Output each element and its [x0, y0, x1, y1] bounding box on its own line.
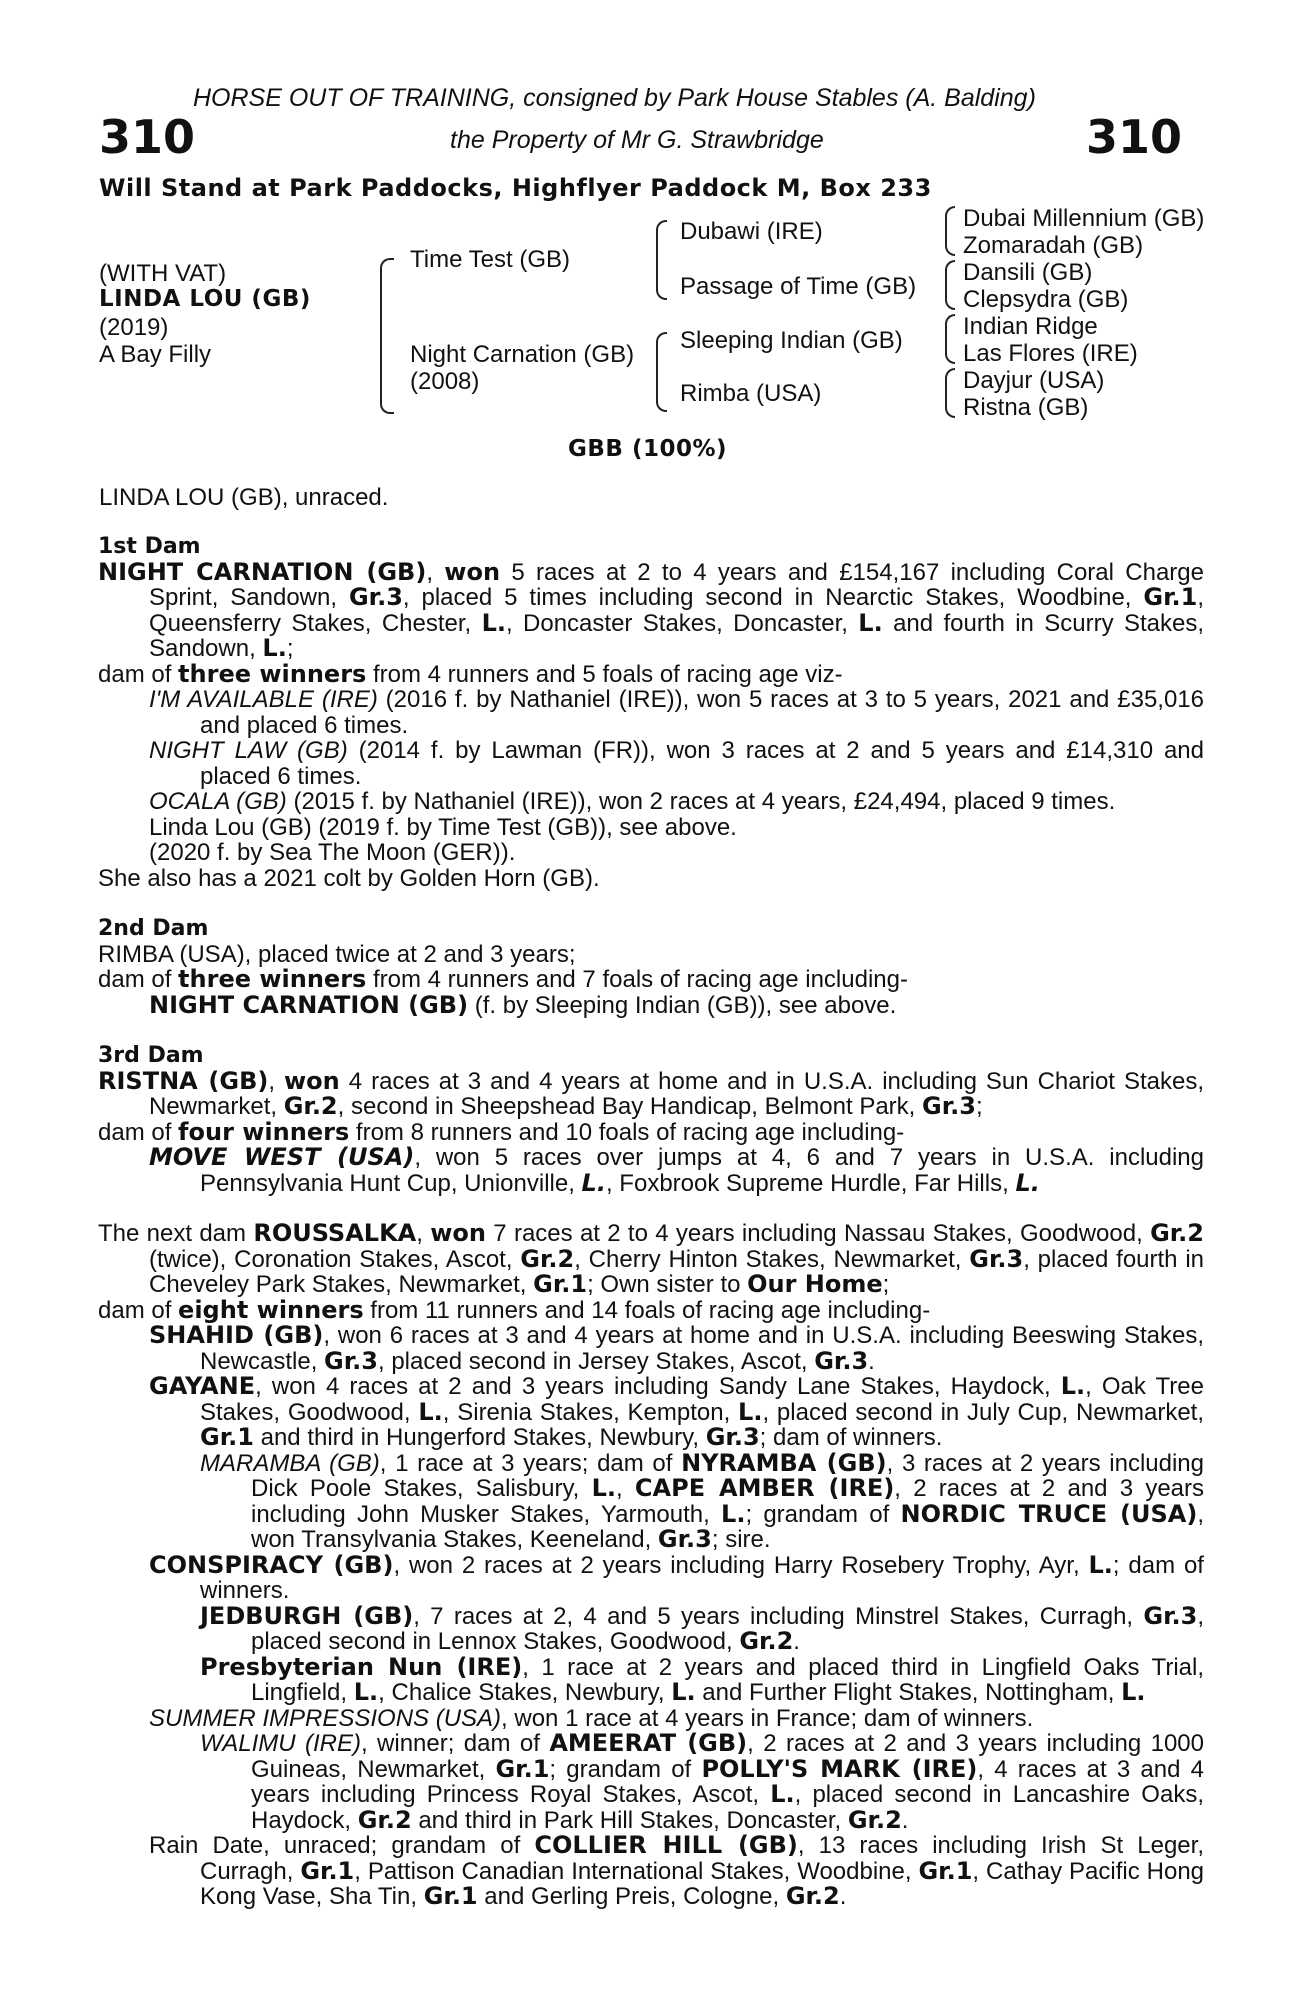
- third-dam-record: RISTNA (GB), won 4 races at 3 and 4 years at home and in U.S.A. including Sun Chariot Stakes, Newmarket, Gr.2, second in Sheepshead Bay Handicap, Belmont Park, Gr.3;: [98, 1066, 1204, 1120]
- second-dam-record: RIMBA (USA), placed twice at 2 and 3 years;: [98, 940, 576, 968]
- next-dam-produce-summary: dam of eight winners from 11 runners and 14 foals of racing age including-: [98, 1295, 931, 1324]
- granddam-4: Clepsydra (GB): [963, 286, 1129, 313]
- granddam-8: Ristna (GB): [963, 394, 1089, 421]
- produce-item: (2020 f. by Sea The Moon (GER)).: [149, 839, 516, 866]
- first-dam-heading: 1st Dam: [98, 534, 201, 559]
- grandsire-3: Dansili (GB): [963, 259, 1093, 286]
- consignor-line: HORSE OUT OF TRAINING, consigned by Park House Stables (A. Balding): [193, 84, 1036, 112]
- produce-item: OCALA (GB) (2015 f. by Nathaniel (IRE)), won 2 races at 4 years, £24,494, placed 9 times.: [149, 788, 1116, 815]
- grandsire-7: Dayjur (USA): [963, 367, 1105, 394]
- third-dam-produce-summary: dam of four winners from 8 runners and 10 foals of racing age including-: [98, 1117, 905, 1146]
- produce-item: NIGHT LAW (GB) (2014 f. by Lawman (FR)), won 3 races at 2 and 5 years and £14,310 and placed 6 times.: [149, 737, 1205, 790]
- brace-dam: [656, 332, 667, 412]
- dam-sire: Sleeping Indian (GB): [680, 327, 903, 354]
- catalogue-body: [98, 534, 1204, 1910]
- lot-number-left: 310: [99, 110, 196, 164]
- produce-item: CONSPIRACY (GB), won 2 races at 2 years including Harry Rosebery Trophy, Ayr, L.; dam of winners.: [149, 1550, 1204, 1604]
- brace-g1: [945, 206, 955, 256]
- produce-item: WALIMU (IRE), winner; dam of AMEERAT (GB), 2 races at 2 and 3 years including 1000 Guineas, Newmarket, Gr.1; grandam of POLLY'S MARK (IRE), 4 races at 3 and 4 years including Princess Royal Stakes, Ascot, L., placed second in Lancashire Oaks, Haydock, Gr.2 and third in Park Hill Stakes, Doncaster, Gr.2.: [200, 1729, 1205, 1834]
- horse-description: A Bay Filly: [99, 341, 212, 368]
- stand-location: Will Stand at Park Paddocks, Highflyer Paddock M, Box 233: [99, 174, 932, 202]
- unraced-note: LINDA LOU (GB), unraced.: [99, 484, 389, 511]
- produce-item: Rain Date, unraced; grandam of COLLIER HILL (GB), 13 races including Irish St Leger, Curragh, Gr.1, Pattison Canadian International Stakes, Woodbine, Gr.1, Cathay Pacific Hong Kong Vase, Sha Tin, Gr.1 and Gerling Preis, Cologne, Gr.2.: [149, 1831, 1205, 1910]
- produce-item: Presbyterian Nun (IRE), 1 race at 2 years and placed third in Lingfield Oaks Trial, Lingfield, L., Chalice Stakes, Newbury, L. and Further Flight Stakes, Nottingham, L.: [200, 1652, 1204, 1706]
- dam-year: (2008): [410, 368, 480, 395]
- second-dam-produce-summary: dam of three winners from 4 runners and 7 foals of racing age including-: [98, 965, 908, 993]
- brace-main: [380, 258, 394, 414]
- produce-item: MARAMBA (GB), 1 race at 3 years; dam of NYRAMBA (GB), 3 races at 2 years including Dick Poole Stakes, Salisbury, L., CAPE AMBER (IRE), 2 races at 2 and 3 years including John Musker Stakes, Yarmouth, L.; grandam of NORDIC TRUCE (USA), won Transylvania Stakes, Keeneland, Gr.3; sire.: [200, 1448, 1205, 1553]
- granddam-6: Las Flores (IRE): [963, 340, 1138, 367]
- first-dam-also: She also has a 2021 colt by Golden Horn (GB).: [98, 864, 600, 892]
- produce-item: NIGHT CARNATION (GB) (f. by Sleeping Indian (GB)), see above.: [149, 990, 897, 1019]
- second-dam-heading: 2nd Dam: [98, 916, 209, 941]
- grandsire-1: Dubai Millennium (GB): [963, 205, 1205, 232]
- property-line: the Property of Mr G. Strawbridge: [450, 126, 824, 154]
- produce-item: SUMMER IMPRESSIONS (USA), won 1 race at 4 years in France; dam of winners.: [149, 1704, 1034, 1732]
- dam: Night Carnation (GB): [410, 341, 635, 368]
- gbb-rating: GBB (100%): [568, 436, 728, 462]
- dam-dam: Rimba (USA): [680, 380, 822, 407]
- vat-label: (WITH VAT): [99, 260, 227, 287]
- first-dam-record: NIGHT CARNATION (GB), won 5 races at 2 to 4 years and £154,167 including Coral Charge Sprint, Sandown, Gr.3, placed 5 times including second in Nearctic Stakes, Woodbine, Gr.1, Queensferry Stakes, Chester, L., Doncaster Stakes, Doncaster, L. and fourth in Scurry Stakes, Sandown, L.;: [98, 557, 1204, 662]
- lot-number-right: 310: [1086, 110, 1183, 164]
- brace-g3: [945, 314, 955, 364]
- next-dam-record: The next dam ROUSSALKA, won 7 races at 2 to 4 years including Nassau Stakes, Goodwood, Gr.2 (twice), Coronation Stakes, Ascot, Gr.2, Cherry Hinton Stakes, Newmarket, Gr.3, placed fourth in Cheveley Park Stakes, Newmarket, Gr.1; Own sister to Our Home;: [98, 1219, 1204, 1298]
- grandsire-5: Indian Ridge: [963, 313, 1098, 340]
- granddam-2: Zomaradah (GB): [963, 232, 1144, 259]
- brace-sire: [656, 220, 667, 300]
- produce-item: I'M AVAILABLE (IRE) (2016 f. by Nathaniel (IRE)), won 5 races at 3 to 5 years, 2021 and £35,016 and placed 6 times.: [149, 686, 1204, 739]
- sire-dam: Passage of Time (GB): [680, 273, 917, 300]
- horse-name: LINDA LOU (GB): [99, 286, 311, 312]
- produce-item: SHAHID (GB), won 6 races at 3 and 4 years at home and in U.S.A. including Beeswing Stakes, Newcastle, Gr.3, placed second in Jersey Stakes, Ascot, Gr.3.: [149, 1321, 1205, 1375]
- first-dam-produce-summary: dam of three winners from 4 runners and 5 foals of racing age viz-: [98, 659, 843, 688]
- produce-item: JEDBURGH (GB), 7 races at 2, 4 and 5 years including Minstrel Stakes, Curragh, Gr.3, placed second in Lennox Stakes, Goodwood, Gr.2.: [200, 1601, 1205, 1655]
- brace-g2: [945, 260, 955, 310]
- sire-sire: Dubawi (IRE): [680, 218, 823, 245]
- brace-g4: [945, 368, 955, 418]
- produce-item: Linda Lou (GB) (2019 f. by Time Test (GB)), see above.: [149, 813, 737, 841]
- produce-item: MOVE WEST (USA), won 5 races over jumps at 4, 6 and 7 years in U.S.A. including Pennsylvania Hunt Cup, Unionville, L., Foxbrook Supreme Hurdle, Far Hills, L.: [149, 1143, 1205, 1197]
- third-dam-heading: 3rd Dam: [98, 1043, 204, 1068]
- produce-item: GAYANE, won 4 races at 2 and 3 years including Sandy Lane Stakes, Haydock, L., Oak Tree Stakes, Goodwood, L., Sirenia Stakes, Kempton, L., placed second in July Cup, Newmarket, Gr.1 and third in Hungerford Stakes, Newbury, Gr.3; dam of winners.: [149, 1372, 1205, 1451]
- sire: Time Test (GB): [410, 246, 571, 273]
- horse-year: (2019): [99, 314, 169, 341]
